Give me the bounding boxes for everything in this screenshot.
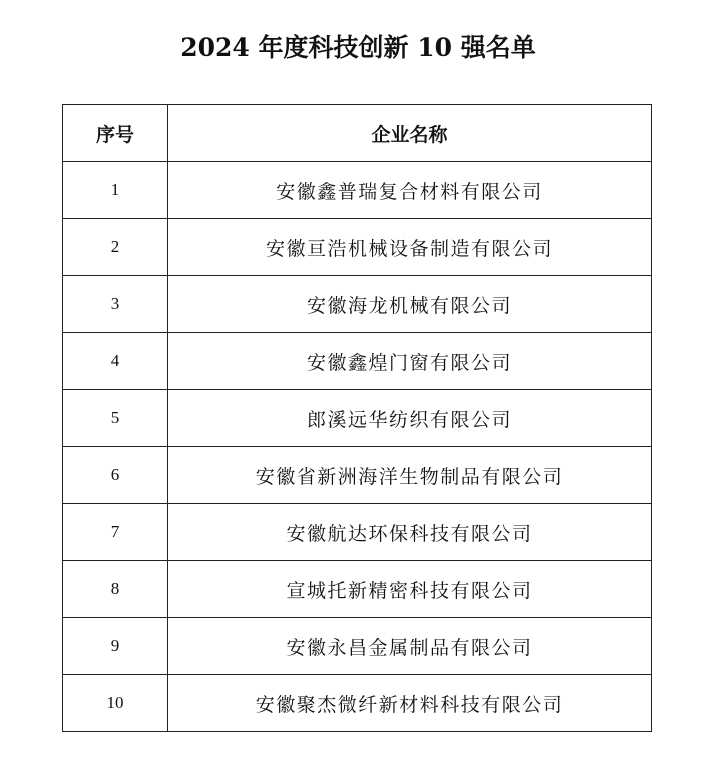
table-row — [63, 219, 652, 276]
row-number: 7 — [63, 504, 168, 561]
table-row — [63, 504, 652, 561]
row-number: 6 — [63, 447, 168, 504]
company-name: 安徽鑫煌门窗有限公司 — [168, 333, 652, 390]
row-number: 2 — [63, 219, 168, 276]
company-name: 安徽亘浩机械设备制造有限公司 — [168, 219, 652, 276]
column-header-index: 序号 — [63, 105, 168, 162]
table-header-row — [63, 105, 652, 162]
table-row — [63, 675, 652, 732]
table-row — [63, 390, 652, 447]
company-name: 安徽聚杰微纤新材料科技有限公司 — [168, 675, 652, 732]
column-header-company: 企业名称 — [168, 105, 652, 162]
row-number: 3 — [63, 276, 168, 333]
table-row — [63, 162, 652, 219]
table-row — [63, 333, 652, 390]
company-name: 安徽永昌金属制品有限公司 — [168, 618, 652, 675]
row-number: 4 — [63, 333, 168, 390]
company-name: 安徽海龙机械有限公司 — [168, 276, 652, 333]
company-table — [62, 104, 652, 732]
company-name: 安徽鑫普瑞复合材料有限公司 — [168, 162, 652, 219]
page-title: 2024 年度科技创新 10 强名单 — [180, 33, 536, 62]
table-row — [63, 618, 652, 675]
table-row — [63, 447, 652, 504]
row-number: 5 — [63, 390, 168, 447]
table-row — [63, 561, 652, 618]
row-number: 9 — [63, 618, 168, 675]
company-name: 宣城托新精密科技有限公司 — [168, 561, 652, 618]
row-number: 1 — [63, 162, 168, 219]
table-row — [63, 276, 652, 333]
row-number: 8 — [63, 561, 168, 618]
company-name: 安徽省新洲海洋生物制品有限公司 — [168, 447, 652, 504]
row-number: 10 — [63, 675, 168, 732]
company-name: 安徽航达环保科技有限公司 — [168, 504, 652, 561]
company-name: 郎溪远华纺织有限公司 — [168, 390, 652, 447]
